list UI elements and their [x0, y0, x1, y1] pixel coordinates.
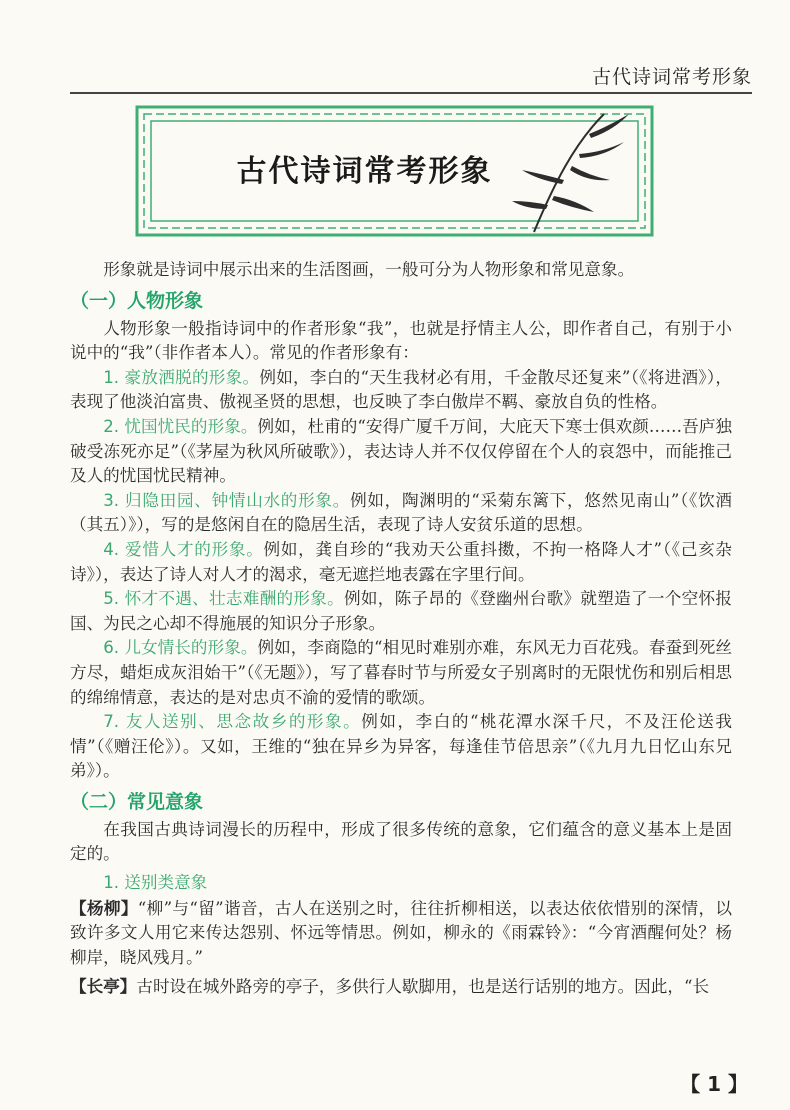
item-text: 例如，李白的“桃花潭水深千尺，不及汪伦送我情”（《赠汪伦》）。又如，王维的“独在异乡为异客，每逢佳节倍思亲”（《九月九日忆山东兄弟》）。 [70, 712, 733, 781]
list-item [70, 415, 732, 489]
item-label: 5. 怀才不遇、壮志难酬的形象。 [103, 589, 345, 609]
title-frame [134, 104, 655, 238]
list-item [70, 538, 732, 587]
list-item [70, 366, 732, 415]
item-label: 7. 友人送别、思念故乡的形象。 [103, 712, 362, 732]
running-head: 古代诗词常考形象 [591, 66, 752, 88]
intro-paragraph: 形象就是诗词中展示出来的生活图画，一般可分为人物形象和常见意象。 [103, 260, 635, 279]
entry-paragraph [70, 896, 732, 971]
list-item [70, 710, 732, 784]
item-text: 例如，杜甫的“安得广厦千万间，大庇天下寒士俱欢颜……吾庐独破受冻死亦足”（《茅屋为秋风所破歌》），表达诗人并不仅仅停留在个人的哀怨中，而能推己及人的忧国忧民精神。 [70, 416, 733, 486]
item-text: 例如，李商隐的“相见时难别亦难，东风无力百花残。春蚕到死丝方尽，蜡炬成灰泪始干”（《无题》），写了暮春时节与所爱女子别离时的无限忧伤和别后相思的绵绵情意，表达的是对忠贞不渝的爱情的歌颂。 [70, 638, 733, 707]
section1-intro: 人物形象一般指诗词中的作者形象“我”，也就是抒情主人公，即作者自己，有别于小说中的“我”（非作者本人）。常见的作者形象有： [70, 318, 732, 363]
entry-tag: 【杨柳】 [70, 897, 138, 918]
page-number: 【 1 】 [680, 1072, 748, 1096]
section2-intro: 在我国古典诗词漫长的历程中，形成了很多传统的意象，它们蕴含的意义基本上是固定的。 [70, 819, 732, 864]
section-heading-1: （一）人物形象 [70, 289, 204, 312]
body-content [70, 258, 732, 1000]
item-text: 例如，李白的“天生我材必有用，千金散尽还复来”（《将进酒》），表现了他淡泊富贵、傲视圣贤的思想，也反映了李白傲岸不羁、豪放自负的性格。 [70, 367, 733, 412]
item-label: 1. 豪放洒脱的形象。 [103, 367, 260, 387]
entry-tag: 【长亭】 [70, 976, 137, 997]
item-text: 例如，陈子昂的《登幽州台歌》就塑造了一个空怀报国、为民之心却不得施展的知识分子形象。 [70, 589, 732, 633]
entry-text: 古时设在城外路旁的亭子，多供行人歇脚用，也是送行话别的地方。因此，“长 [136, 977, 710, 997]
item-label: 3. 归隐田园、钟情山水的形象。 [103, 490, 351, 510]
entry-paragraph [70, 974, 732, 1000]
sub-heading: 1. 送别类意象 [103, 873, 208, 893]
page-title: 古代诗词常考形象 [236, 154, 493, 189]
header-rule [70, 92, 752, 94]
section-heading-2: （二）常见意象 [70, 790, 204, 813]
list-item [70, 636, 732, 710]
list-item [70, 587, 732, 636]
item-text: 例如，陶渊明的“采菊东篱下，悠然见南山”（《饮酒（其五）》），写的是悠闲自在的隐居生活，表现了诗人安贫乐道的思想。 [70, 490, 732, 535]
item-label: 6. 儿女情长的形象。 [103, 638, 258, 658]
entry-text: “柳”与“留”谐音，古人在送别之时，往往折柳相送，以表达依依惜别的深情，以致许多文人用它来传达怨别、怀远等情思。例如，柳永的《雨霖铃》：“今宵酒醒何处？杨柳岸，晓风残月。” [70, 898, 733, 967]
list-item [70, 489, 732, 538]
item-label: 2. 忧国忧民的形象。 [103, 416, 258, 436]
item-label: 4. 爱惜人才的形象。 [103, 539, 264, 559]
item-text: 例如，龚自珍的“我劝天公重抖擞，不拘一格降人才”（《己亥杂诗》），表达了诗人对人才的渴求，毫无遮拦地表露在字里行间。 [70, 539, 733, 584]
